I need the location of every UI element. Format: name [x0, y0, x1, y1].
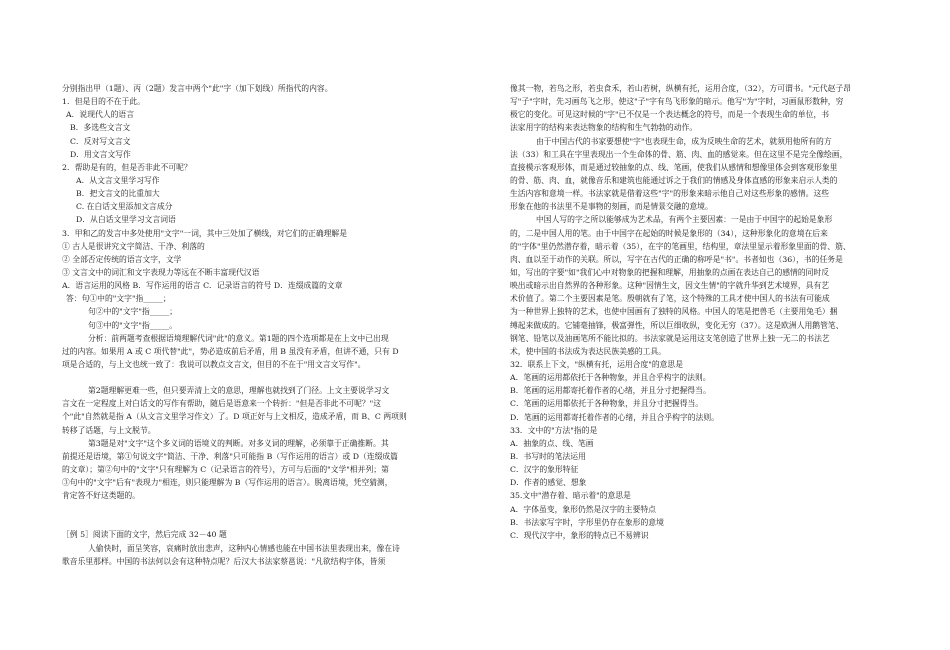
text-line: 像其一物，若鸟之形，若虫食禾，若山若树，纵横有托，运用合度，（32），方可谓书。"元代赵子昂 — [510, 84, 851, 93]
text-line: D．作者的感觉、想象 — [510, 478, 587, 488]
text-line: 个"此"自然就是指 A（从文言文里学习作文）了。D 项正好与上文相反，造成矛盾，而 B、C 两项则 — [62, 412, 407, 422]
text-line: 分析：前两题考查根据语境理解代词"此"的意义。第1题的四个选项都是在上文中已出现 — [88, 333, 389, 343]
text-line: C. 在白话文里添加文言成分 — [76, 202, 173, 212]
text-line: 形象在他的书法里不是事物的刻画，而是情景交融的意境。 — [510, 202, 713, 212]
text-line: 为一种世界上独特的艺术，也使中国画有了独特的风格。中国人的笔是把兽毛（主要用兔毛）捆 — [510, 307, 838, 317]
text-line: 术价值了。第二个主要因素是笔。殷朝就有了笔，这个特殊的工具才使中国人的书法有可能成 — [510, 294, 830, 304]
text-line: 映出或暗示出自然界的各种形象。这种"因情生文，因文生情"的字就升华到艺术境界，具有艺 — [510, 281, 830, 291]
text-line: 极它的变化。可见这时候的"字"已不仅是一个表达概念的符号，而是一个表现生命的单位，书 — [510, 110, 830, 120]
text-line: C．笔画的运用都依托于各种物象，并且分寸把握得当。 — [510, 399, 704, 409]
text-line: ① 古人是很讲究文字简洁、干净、利落的 — [62, 241, 205, 251]
text-line: 3．甲和乙的发言中多处使用"文字"一词，其中三处加了横线，对它们的正确理解是 — [62, 228, 348, 238]
text-line: 的"字体"里仍然潜存着，暗示着（35），在字的笔画里，结构里，章法里显示着形象里面的骨、筋、 — [510, 241, 851, 251]
text-line: D．用文言文写作 — [70, 149, 131, 159]
text-line: 如，写出的字要"如"我们心中对物象的把握和理解，用抽象的点画在表达自己的感情的同时反 — [510, 267, 830, 277]
text-line: A．笔画的运用都依托于各种物象，并且合乎构字的法则。 — [510, 373, 711, 383]
text-line: 法家用字的结构来表达物象的结构和生气勃勃的动作。 — [510, 123, 698, 133]
text-line: 项是合适的，与上文也统一致了：我说可以教点文言文，但目的不在于"用文言文写作"。 — [62, 359, 366, 369]
text-line: 的文章）；第②句中的"文字"只有理解为 C（记录语言的符号），方可与后面的"文学"相并列；第 — [62, 464, 389, 474]
text-line: 的骨、筋、肉、血，就像音乐和建筑也能通过诉之于我们的情感及身体直感的形象来启示人类的 — [510, 175, 838, 185]
text-line: ③句中的"文字"后有"表现力"相连，则只能理解为 B（写作运用的语言）。脱离语境，凭空猜测， — [62, 478, 393, 488]
text-line: 的，二是中国人用的笔。由于中国字在起始的时候是象形的（34），这种形象化的意境在后来 — [510, 228, 828, 238]
text-line: ② 全部否定传统的语言文字，文学 — [62, 254, 182, 264]
text-line: 答：句①中的"文字"指_____； — [66, 294, 171, 304]
right-column — [510, 82, 910, 542]
text-line: 歌音乐里那样。中国的书法何以会有这种特点呢？后汉大书法家蔡邕说："凡欲结构字体，皆须 — [62, 556, 386, 566]
text-line: ［例 5］阅读下面的文字，然后完成 32－40 题 — [62, 530, 227, 540]
text-line: 肯定答不好这类题的。 — [62, 491, 140, 501]
text-line: A．抽象的点、线、笔画 — [510, 438, 594, 448]
text-line: B．多选些文言文 — [70, 123, 131, 133]
text-line: A．说现代人的语言 — [66, 110, 135, 120]
text-line: 肉、血以至于动作的关联。所以，写字在古代的正确的称呼是"书"。书者如也（36），书的任务是 — [510, 254, 843, 264]
text-line: 句③中的"文字"指_____。 — [88, 320, 178, 330]
text-line: C．反对写文言文 — [70, 136, 131, 146]
text-line: 言文在一定程度上对白话文的写作有帮助，随后是语意来一个转折："但是否非此不可呢？"这 — [62, 399, 382, 409]
text-line: 法（33）和工具在字里表现出一个生命体的骨、筋、肉、血的感觉来。但在这里不是完全像绘画， — [510, 149, 848, 159]
blank-line — [62, 515, 480, 528]
text-line: 术，使中国的书法成为表达民族美感的工具。 — [510, 346, 666, 356]
text-line: B．书法家写字时，字形里仍存在象形的意境 — [510, 517, 664, 527]
left-column — [62, 82, 480, 568]
text-line: A．语言运用的风格 B．写作运用的语言 C．记录语言的符号 D．连缀成篇的文章 — [62, 281, 343, 291]
text-line: 35.文中"潜存着、暗示着"的意思是 — [510, 491, 631, 501]
text-line: 由于中国古代的书家要想使"字"也表现生命，成为反映生命的艺术，就须用他所有的方 — [536, 136, 832, 146]
text-line: 人偷快时，面呈笑容，哀痛时放出悲声，这种内心情感也能在中国书法里表现出来，像在诗 — [88, 543, 400, 553]
text-line: 直接模示客观形体，而是通过较抽象的点、线、笔画，使我们从感情和想像里体会到客观形象里 — [510, 162, 838, 172]
text-line: C．汉字的象形特征 — [510, 465, 579, 475]
text-line: 33．文中的"方法"指的是 — [510, 425, 598, 435]
text-line: 1．但是目的不在于此。 — [62, 97, 145, 107]
text-line: D．笔画的运用都寄托着作者的心绪，并且合乎构字的法则。 — [510, 412, 719, 422]
text-line: 第2题理解更难一些，但只要弄清上文的意思，理解也就找到了门径。上文主要说学习文 — [88, 386, 390, 396]
text-line: B．把文言文的比重加大 — [76, 189, 160, 199]
text-line: 缚起来做成的。它铺毫抽锋，极富弹性，所以巨细收纵，变化无穷（37）。这是欧洲人用鹅管笔、 — [510, 320, 844, 330]
text-line: 2．帮助是有的，但是否非此不可呢？ — [62, 162, 192, 172]
blank-line — [62, 371, 480, 384]
text-line: A．字体虽变，象形仍然是汉字的主要特点 — [510, 504, 656, 514]
text-line: 钢笔、铅笔以及油画笔所不能比拟的。书法家就是运用这支笔创造了世界上独一无二的书法艺 — [510, 333, 830, 343]
text-line: 生活内容和意境一样。书法家就是借着这些"字"的形象来暗示他自己对这些形象的感情。这些 — [510, 189, 830, 199]
text-line: ③ 文言文中的词汇和文字表现力等远在不断丰富现代汉语 — [62, 267, 260, 277]
text-line: 写"子"字时，先习画鸟飞之形，使这"子"字有鸟飞形象的暗示。他写"为"字时，习画鼠形数种，穷 — [510, 97, 844, 107]
text-line: 转移了话题，与上文脱节。 — [62, 425, 156, 435]
text-line: B．书写时的笔法运用 — [510, 451, 586, 461]
text-line: 前提还是语境，第①句说文字"简洁、干净、利落"只可能指 B（写作运用的语言）或 D（连缀成篇 — [62, 451, 398, 461]
blank-line — [62, 502, 480, 515]
text-line: 中国人写的字之所以能够成为艺术品，有两个主要因素：一是由于中国字的起始是象形 — [536, 215, 833, 225]
text-line: 过的内容。如果用 A 或 C 项代替"此"，势必造成前后矛盾，用 B 虽没有矛盾，但讲不通，只有 D — [62, 346, 399, 356]
text-line: C．现代汉字中，象形的特点已不易辨识 — [510, 530, 649, 540]
text-line: 分别指出甲（1题）、丙（2题）发言中两个"此"字（加下划线）所指代的内容。 — [62, 84, 333, 93]
text-line: B．笔画的运用都寄托着作者的心绪，并且分寸把握得当。 — [510, 386, 711, 396]
text-line: A．从文言文里学习写作 — [76, 175, 160, 185]
text-line: D．从白话文里学习文言词语 — [76, 215, 176, 225]
text-line: 第3题是对"文字"这个多义词的语境义的判断。对多义词的理解，必须靠于正确推断。其 — [88, 438, 389, 448]
text-line: 32．联系上下文，"纵横有托，运用合度"的意思是 — [510, 359, 684, 369]
text-line: 句②中的"文字"指_____； — [88, 307, 178, 317]
